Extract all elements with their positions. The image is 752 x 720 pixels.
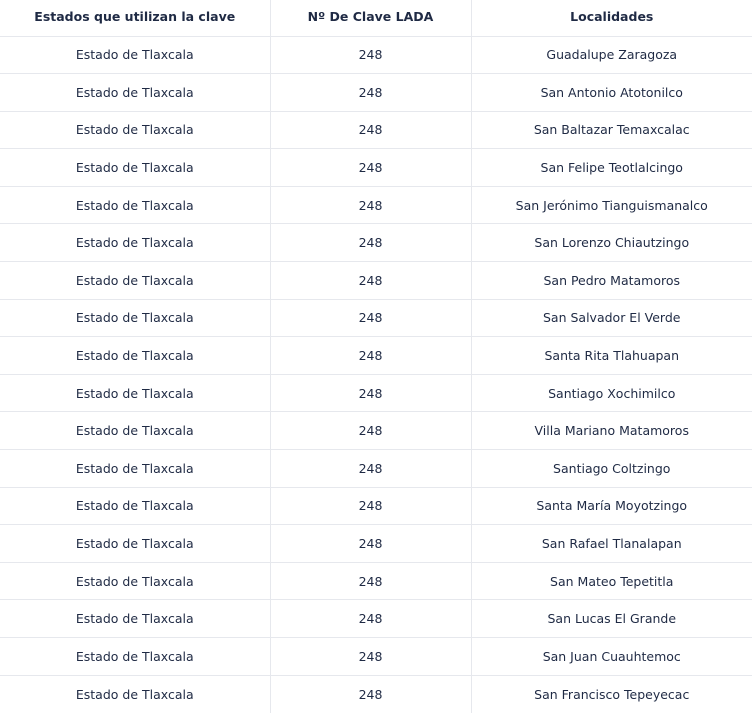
cell-estado: Estado de Tlaxcala <box>0 111 270 149</box>
cell-estado: Estado de Tlaxcala <box>0 600 270 638</box>
table-row <box>0 525 752 563</box>
header-estados: Estados que utilizan la clave <box>0 0 270 36</box>
cell-clave-lada: 248 <box>270 675 471 713</box>
table-row <box>0 450 752 488</box>
cell-localidad: San Salvador El Verde <box>543 310 681 326</box>
cell-estado: Estado de Tlaxcala <box>0 638 270 676</box>
cell-clave-lada: 248 <box>270 149 471 187</box>
table-row <box>0 374 752 412</box>
cell-localidad: San Mateo Tepetitla <box>550 573 674 589</box>
table-row <box>0 562 752 600</box>
cell-clave-lada: 248 <box>270 36 471 74</box>
cell-localidad: San Lucas El Grande <box>547 611 677 627</box>
table-row <box>0 337 752 375</box>
cell-estado: Estado de Tlaxcala <box>0 36 270 74</box>
cell-estado: Estado de Tlaxcala <box>0 675 270 713</box>
cell-localidad: San Felipe Teotlalcingo <box>540 160 683 176</box>
cell-clave-lada: 248 <box>270 299 471 337</box>
cell-localidad: San Jerónimo Tianguismanalco <box>515 197 708 213</box>
cell-estado: Estado de Tlaxcala <box>0 450 270 488</box>
table-row <box>0 487 752 525</box>
cell-localidad: Santa Rita Tlahuapan <box>544 348 680 364</box>
table-body <box>0 36 752 713</box>
cell-clave-lada: 248 <box>270 337 471 375</box>
table-row <box>0 111 752 149</box>
cell-localidad: San Rafael Tlanalapan <box>541 536 682 552</box>
table-row <box>0 675 752 713</box>
cell-clave-lada: 248 <box>270 111 471 149</box>
cell-clave-lada: 248 <box>270 374 471 412</box>
table-row <box>0 74 752 112</box>
cell-estado: Estado de Tlaxcala <box>0 262 270 300</box>
cell-localidad: San Pedro Matamoros <box>543 272 681 288</box>
cell-clave-lada: 248 <box>270 412 471 450</box>
table-row <box>0 224 752 262</box>
cell-estado: Estado de Tlaxcala <box>0 525 270 563</box>
table-row <box>0 186 752 224</box>
cell-localidad: San Juan Cuauhtemoc <box>542 648 681 664</box>
cell-localidad: San Francisco Tepeyecac <box>534 686 690 702</box>
cell-estado: Estado de Tlaxcala <box>0 299 270 337</box>
cell-localidad: Villa Mariano Matamoros <box>534 423 689 439</box>
cell-clave-lada: 248 <box>270 487 471 525</box>
cell-estado: Estado de Tlaxcala <box>0 224 270 262</box>
table-row <box>0 262 752 300</box>
cell-clave-lada: 248 <box>270 600 471 638</box>
cell-clave-lada: 248 <box>270 262 471 300</box>
cell-estado: Estado de Tlaxcala <box>0 149 270 187</box>
cell-clave-lada: 248 <box>270 224 471 262</box>
table-row <box>0 36 752 74</box>
table-row <box>0 412 752 450</box>
cell-clave-lada: 248 <box>270 638 471 676</box>
cell-estado: Estado de Tlaxcala <box>0 186 270 224</box>
cell-estado: Estado de Tlaxcala <box>0 487 270 525</box>
table-row <box>0 600 752 638</box>
cell-localidad: Guadalupe Zaragoza <box>546 47 678 63</box>
cell-localidad: San Baltazar Temaxcalac <box>533 122 690 138</box>
cell-clave-lada: 248 <box>270 186 471 224</box>
cell-localidad: Santiago Coltzingo <box>553 460 671 476</box>
cell-estado: Estado de Tlaxcala <box>0 562 270 600</box>
cell-clave-lada: 248 <box>270 562 471 600</box>
cell-localidad: San Lorenzo Chiautzingo <box>534 235 690 251</box>
cell-estado: Estado de Tlaxcala <box>0 74 270 112</box>
header-row <box>0 0 752 36</box>
table-header <box>0 0 752 36</box>
cell-estado: Estado de Tlaxcala <box>0 337 270 375</box>
cell-clave-lada: 248 <box>270 74 471 112</box>
cell-estado: Estado de Tlaxcala <box>0 412 270 450</box>
cell-clave-lada: 248 <box>270 525 471 563</box>
table-row <box>0 149 752 187</box>
cell-localidad: San Antonio Atotonilco <box>540 84 683 100</box>
cell-estado: Estado de Tlaxcala <box>0 374 270 412</box>
table-row <box>0 638 752 676</box>
cell-localidad: Santa María Moyotzingo <box>536 498 688 514</box>
cell-localidad: Santiago Xochimilco <box>548 385 676 401</box>
table-row <box>0 299 752 337</box>
header-clave-lada: Nº De Clave LADA <box>270 0 471 36</box>
header-localidades: Localidades <box>570 9 654 25</box>
cell-clave-lada: 248 <box>270 450 471 488</box>
